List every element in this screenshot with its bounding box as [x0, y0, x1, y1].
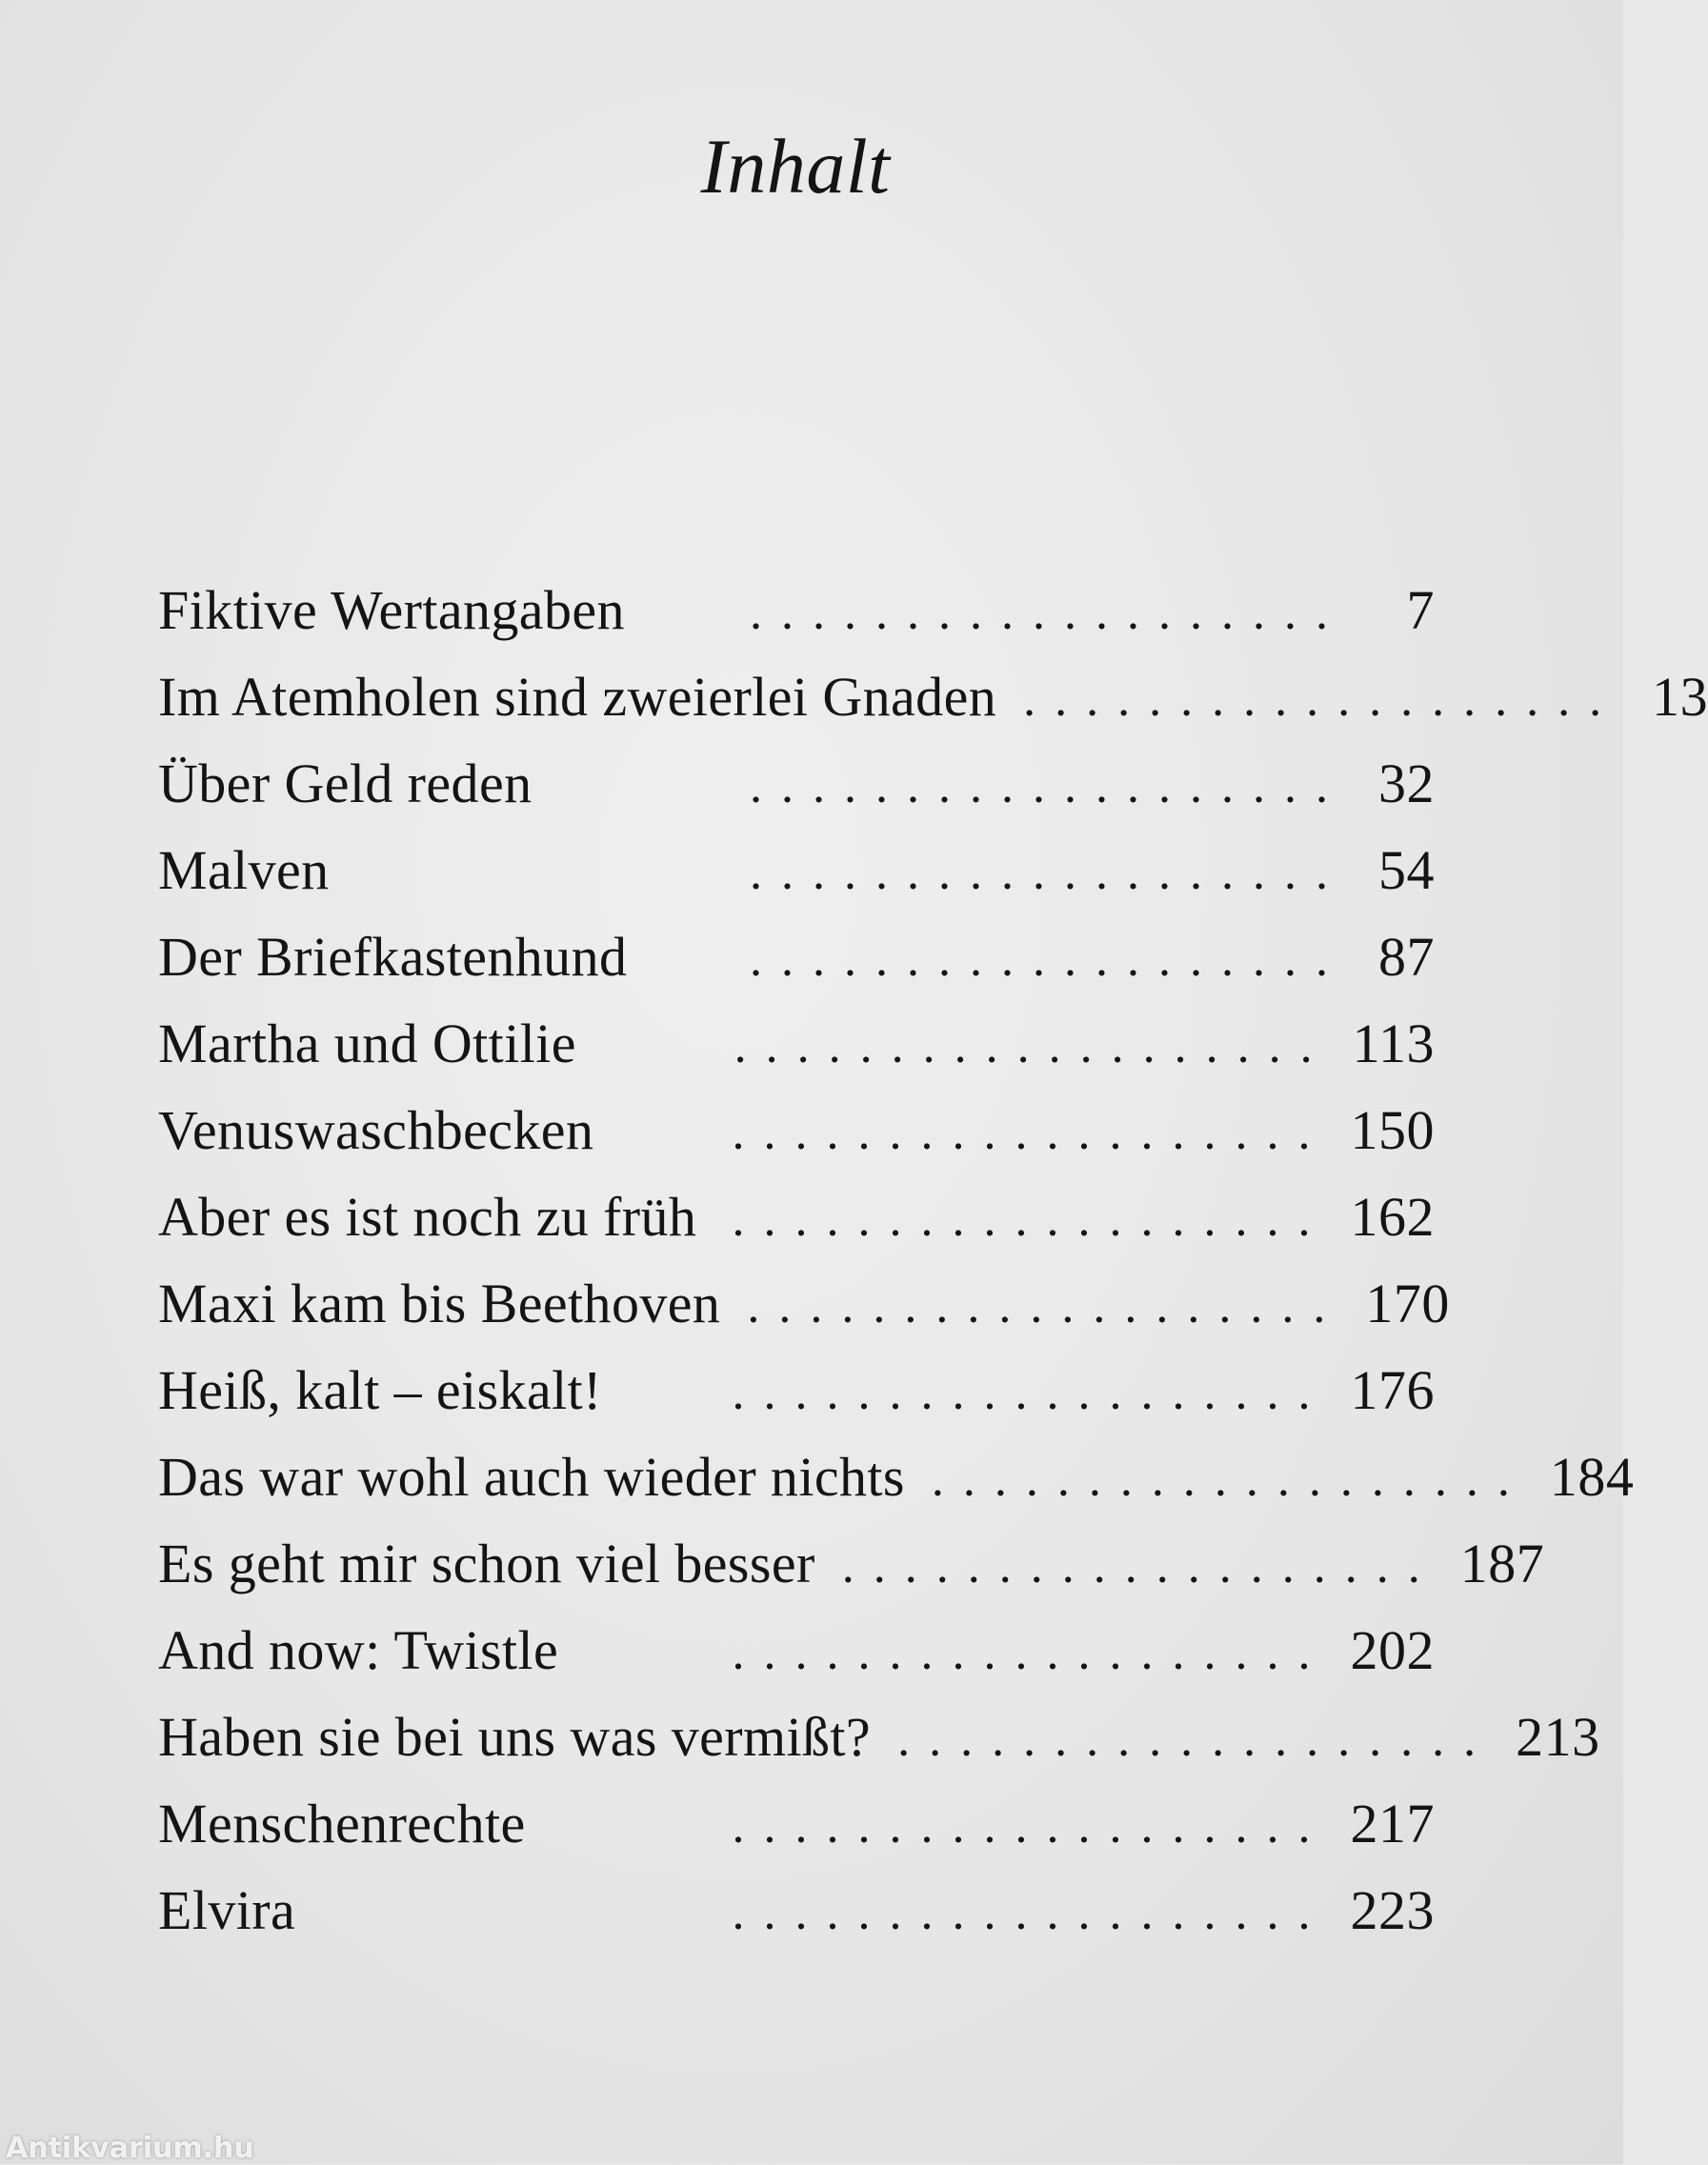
toc-entry-page: 87	[1378, 926, 1435, 988]
toc-entry-page: 187	[1459, 1533, 1545, 1594]
toc-entry	[158, 1347, 1435, 1433]
table-of-contents	[158, 567, 1708, 1954]
dot-leader: ...................	[750, 586, 1347, 640]
dot-leader: ...................	[750, 759, 1347, 813]
toc-entry	[158, 1433, 1635, 1520]
toc-entry-page: 13	[1652, 666, 1708, 728]
toc-entry-title: Haben sie bei uns was vermißt?	[158, 1706, 872, 1768]
toc-entry	[158, 913, 1435, 1000]
toc-entry	[158, 567, 1435, 653]
watermark: Antikvarium.hu	[6, 2132, 254, 2165]
dot-leader: ...................	[1023, 672, 1621, 727]
toc-entry	[158, 1260, 1450, 1347]
toc-entry-title: Über Geld reden	[158, 752, 532, 814]
toc-entry-page: 217	[1350, 1793, 1435, 1854]
toc-entry	[158, 653, 1708, 740]
toc-entry	[158, 1087, 1435, 1173]
dot-leader: ...................	[732, 1366, 1330, 1420]
toc-entry-title: Im Atemholen sind zweierlei Gnaden	[158, 666, 997, 728]
toc-entry-title: Elvira	[158, 1879, 296, 1941]
toc-entry	[158, 740, 1435, 827]
toc-entry-page: 223	[1350, 1879, 1435, 1941]
toc-entry-page: 32	[1378, 752, 1435, 814]
dot-leader: ...................	[732, 1193, 1330, 1247]
toc-entry	[158, 1520, 1545, 1607]
dot-leader: ...................	[931, 1453, 1529, 1507]
toc-entry-page: 54	[1378, 839, 1435, 901]
toc-entry-title: Der Briefkastenhund	[158, 926, 628, 988]
toc-entry-page: 150	[1350, 1099, 1435, 1161]
toc-entry-title: Das war wohl auch wieder nichts	[158, 1446, 905, 1508]
toc-entry-title: Maxi kam bis Beethoven	[158, 1273, 721, 1334]
dot-leader: ...................	[897, 1713, 1496, 1767]
dot-leader: ...................	[750, 932, 1347, 987]
page-title: Inhalt	[700, 123, 891, 210]
dot-leader: ...................	[747, 1279, 1345, 1333]
toc-entry-title: And now: Twistle	[158, 1619, 559, 1681]
toc-entry-page: 170	[1365, 1273, 1450, 1334]
toc-entry	[158, 827, 1435, 913]
toc-entry-title: Malven	[158, 839, 330, 901]
toc-entry-page: 213	[1516, 1706, 1600, 1768]
dot-leader: ...................	[841, 1539, 1439, 1594]
toc-entry-page: 113	[1352, 1012, 1435, 1074]
toc-entry-page: 202	[1350, 1619, 1435, 1681]
dot-leader: ...................	[732, 1799, 1330, 1854]
dot-leader: ...................	[732, 1106, 1330, 1160]
dot-leader: ...................	[750, 846, 1347, 900]
toc-entry-title: Fiktive Wertangaben	[158, 579, 625, 641]
dot-leader: ...................	[732, 1626, 1330, 1680]
toc-entry	[158, 1867, 1435, 1954]
toc-entry-title: Es geht mir schon viel besser	[158, 1533, 815, 1594]
dot-leader: ...................	[732, 1886, 1330, 1940]
toc-entry-page: 176	[1350, 1359, 1435, 1421]
toc-entry	[158, 1694, 1600, 1780]
toc-entry-page: 7	[1406, 579, 1435, 641]
toc-entry-title: Menschenrechte	[158, 1793, 526, 1854]
toc-entry	[158, 1780, 1435, 1867]
toc-entry	[158, 1000, 1435, 1087]
toc-entry-title: Aber es ist noch zu früh	[158, 1186, 697, 1248]
toc-entry-page: 184	[1549, 1446, 1635, 1508]
toc-entry	[158, 1607, 1435, 1694]
toc-entry-title: Heiß, kalt – eiskalt!	[158, 1359, 602, 1421]
toc-entry	[158, 1173, 1435, 1260]
dot-leader: ...................	[733, 1019, 1332, 1073]
toc-entry-title: Martha und Ottilie	[158, 1012, 576, 1074]
toc-entry-page: 162	[1350, 1186, 1435, 1248]
toc-entry-title: Venuswaschbecken	[158, 1099, 594, 1161]
